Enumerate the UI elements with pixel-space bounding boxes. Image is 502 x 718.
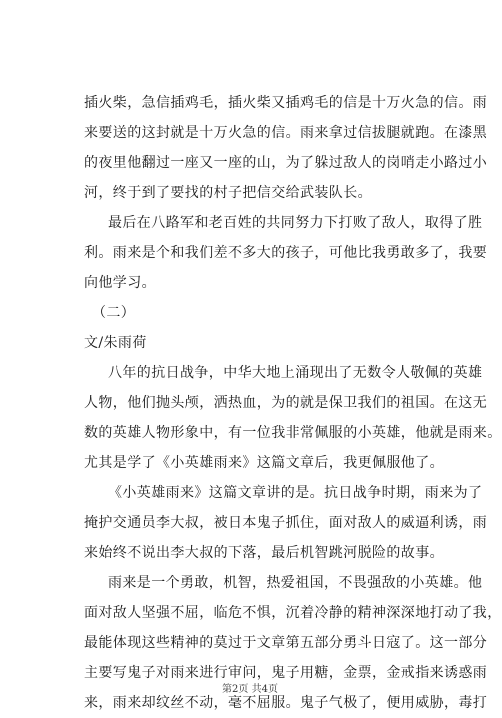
text-line: 最能体现这些精神的莫过于文章第五部分勇斗日寇了。这一部分: [84, 635, 488, 651]
text-line: 来始终不说出李大叔的下落，最后机智跳河脱险的故事。: [84, 545, 444, 561]
text-line: 利。雨来是个和我们差不多大的孩子，可他比我勇敢多了，我要: [84, 245, 488, 261]
document-body: [84, 88, 502, 718]
text-line: 的夜里他翻过一座又一座的山，为了躲过敌人的岗哨走小路过小: [84, 155, 488, 171]
paragraph-start-line: 《小英雄雨来》这篇文章讲的是。抗日战争时期，雨来为了: [108, 485, 483, 501]
text-line: 来，雨来却纹丝不动，毫不屈服。鬼子气极了，便用威胁，毒打: [84, 695, 488, 711]
text-line: 向他学习。: [84, 275, 156, 291]
text-line: 插火柴，急信插鸡毛，插火柴又插鸡毛的信是十万火急的信。雨: [84, 95, 488, 111]
text-line: 河，终于到了要找的村子把信交给武装队长。: [84, 185, 372, 201]
paragraph-start-line: 最后在八路军和老百姓的共同努力下打败了敌人，取得了胜: [108, 215, 483, 231]
text-line: 面对敌人坚强不屈，临危不惧，沉着冷静的精神深深地打动了我，: [84, 605, 502, 621]
text-line: 尤其是学了《小英雄雨来》这篇文章后，我更佩服他了。: [84, 455, 444, 471]
page-number-footer: 第2页 共4页: [222, 684, 278, 695]
text-line: 掩护交通员李大叔，被日本鬼子抓住，面对敌人的威逼利诱，雨: [84, 515, 488, 531]
text-line: 来要送的这封就是十万火急的信。雨来拿过信拔腿就跑。在漆黑: [84, 125, 488, 141]
text-line: 人物，他们抛头颅，洒热血，为的就是保卫我们的祖国。在这无: [84, 395, 488, 411]
text-line: 数的英雄人物形象中，有一位我非常佩服的小英雄，他就是雨来。: [84, 425, 502, 441]
paragraph-start-line: 八年的抗日战争，中华大地上涌现出了无数令人敬佩的英雄: [108, 365, 483, 381]
paragraph-start-line: 雨来是一个勇敢，机智，热爱祖国，不畏强敌的小英雄。他: [108, 575, 483, 591]
author-line: 文/朱雨荷: [84, 335, 147, 351]
text-line: 主要写鬼子对雨来进行审问，鬼子用糖，金票，金戒指来诱惑雨: [84, 665, 488, 681]
section-heading: （二）: [92, 305, 136, 321]
